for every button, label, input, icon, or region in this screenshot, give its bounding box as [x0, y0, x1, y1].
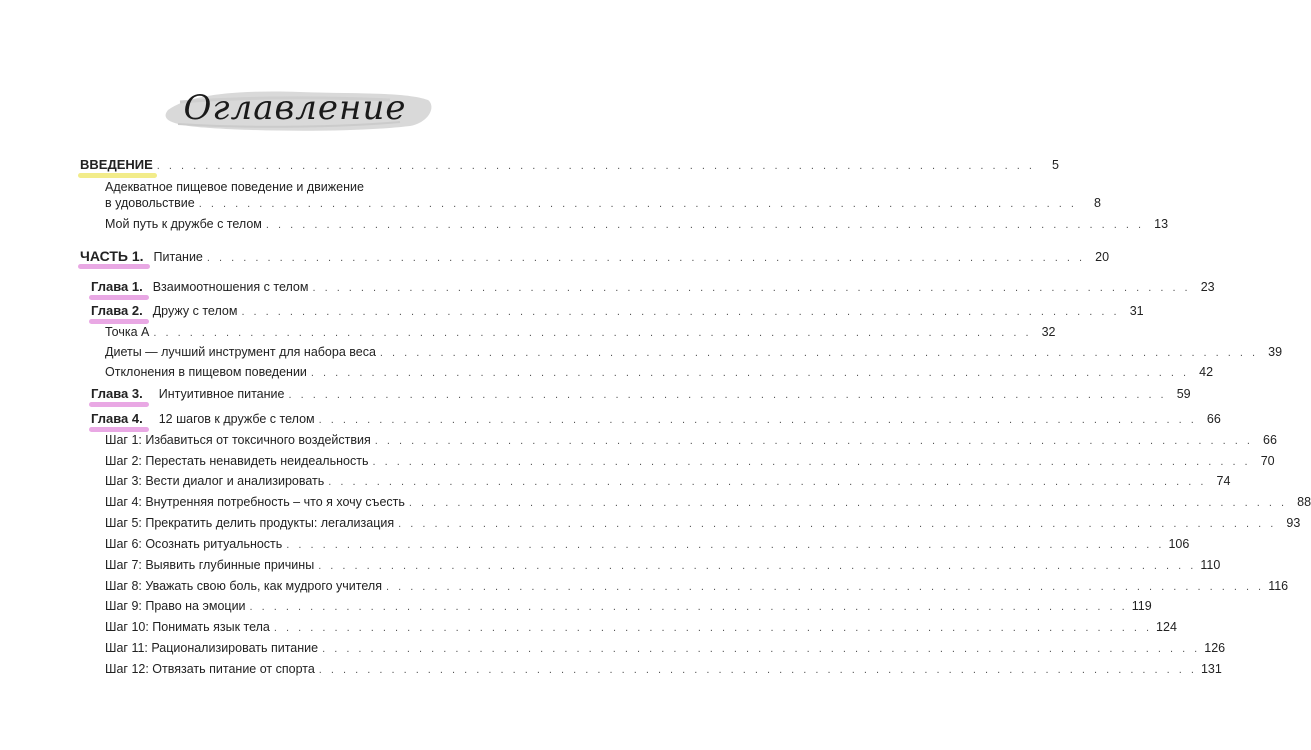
toc-item-label-line2: в удовольствие: [105, 196, 195, 210]
leader-dots: . . . . . . . . . . . . . . . . . . . . . . . . . . . . . . . . . . . . . . . . . . . . . . . . . . . . . . . . . . . . . . . . . . . . . . . . .: [322, 643, 1201, 655]
leader-dots: . . . . . . . . . . . . . . . . . . . . . . . . . . . . . . . . . . . . . . . . . . . . . . . . . . . . . . . . . . . . . . . . . . . . . . . . .: [318, 664, 1197, 676]
leader-dots: . . . . . . . . . . . . . . . . . . . . . . . . . . . . . . . . . . . . . . . . . . . . . . . . . . . . . . . . . . . . . . . . . . . . . . . . .: [288, 389, 1167, 401]
toc-entry-intro-item-1[interactable]: [105, 179, 1101, 212]
toc-entry-chapter-2[interactable]: [91, 303, 1144, 320]
leader-dots: . . . . . . . . . . . . . . . . . . . . . . . . . . . . . . . . . . . . . . . . . . . . . . . . . . . . . . . . . . . . . . . . . . . . . . . . .: [310, 367, 1190, 379]
page-number: 93: [1286, 516, 1301, 530]
toc-entry-step-8[interactable]: [105, 578, 1289, 595]
leader-dots: . . . . . . . . . . . . . . . . . . . . . . . . . . . . . . . . . . . . . . . . . . . . . . . . . . . . . . . . . . . . . . . . . . . . . . . . .: [374, 435, 1253, 447]
leader-dots: . . . . . . . . . . . . . . . . . . . . . . . . . . . . . . . . . . . . . . . . . . . . . . . . . . . . . . . . . . . . . . . . . . . . . . . . .: [249, 601, 1128, 613]
toc-item-label: Диеты — лучший инструмент для набора веса: [105, 345, 376, 359]
page-number: 88: [1297, 495, 1311, 509]
toc-item-label: Шаг 3: Вести диалог и анализировать: [105, 474, 325, 488]
chapter-heading: Глава 1.: [91, 279, 143, 295]
chapter-heading: Глава 2.: [91, 303, 143, 319]
toc-entry-chapter-1[interactable]: [91, 279, 1215, 296]
part-heading: ЧАСТЬ 1.: [80, 248, 144, 264]
toc-item-label: Отклонения в пищевом поведении: [105, 365, 307, 379]
page-number: 20: [1095, 250, 1110, 264]
leader-dots: . . . . . . . . . . . . . . . . . . . . . . . . . . . . . . . . . . . . . . . . . . . . . . . . . . . . . . . . . . . . . . . . . . . . . . . . .: [156, 160, 1035, 172]
leader-dots: . . . . . . . . . . . . . . . . . . . . . . . . . . . . . . . . . . . . . . . . . . . . . . . . . . . . . . . . . . . . . . . . . . . . . . . . .: [198, 198, 1077, 210]
toc-item-label: Шаг 5: Прекратить делить продукты: легализация: [105, 516, 395, 530]
toc-entry-part-1[interactable]: [80, 248, 1110, 266]
page-number: 126: [1204, 641, 1226, 655]
toc-entry-step-4[interactable]: [105, 494, 1311, 511]
toc-entry-step-10[interactable]: [105, 619, 1177, 636]
toc-item-label: Шаг 2: Перестать ненавидеть неидеальность: [105, 454, 369, 468]
toc-entry-intro-item-2[interactable]: [105, 216, 1169, 233]
leader-dots: . . . . . . . . . . . . . . . . . . . . . . . . . . . . . . . . . . . . . . . . . . . . . . . . . . . . . . . . . . . . . . . . . . . . . . . . .: [286, 539, 1165, 551]
page-number: 110: [1200, 558, 1221, 572]
yellow-highlight: [78, 173, 157, 178]
page-title: Оглавление: [183, 88, 407, 128]
toc-item-label-line1: Адекватное пищевое поведение и движение: [105, 180, 364, 194]
leader-dots: . . . . . . . . . . . . . . . . . . . . . . . . . . . . . . . . . . . . . . . . . . . . . . . . . . . . . . . . . . . . . . . . . . . . . . . . .: [318, 414, 1197, 426]
toc-item-label: Шаг 1: Избавиться от токсичного воздействия: [105, 433, 371, 447]
toc-item-label: Мой путь к дружбе с телом: [105, 217, 262, 231]
toc-entry-chapter-2-item-3[interactable]: [105, 364, 1214, 381]
leader-dots: . . . . . . . . . . . . . . . . . . . . . . . . . . . . . . . . . . . . . . . . . . . . . . . . . . . . . . . . . . . . . . . . . . . . . . . . .: [379, 347, 1259, 359]
leader-dots: . . . . . . . . . . . . . . . . . . . . . . . . . . . . . . . . . . . . . . . . . . . . . . . . . . . . . . . . . . . . . . . . . . . . . . . . .: [385, 581, 1265, 593]
toc-entry-step-1[interactable]: [105, 432, 1277, 449]
page-number: 31: [1129, 304, 1144, 318]
toc-entry-chapter-2-item-1[interactable]: [105, 324, 1056, 341]
toc-item-label: Шаг 7: Выявить глубинные причины: [105, 558, 315, 572]
toc-entry-step-5[interactable]: [105, 515, 1301, 532]
chapter-title: Дружу с телом: [152, 304, 238, 318]
chapter-title: Интуитивное питание: [158, 387, 285, 401]
leader-dots: . . . . . . . . . . . . . . . . . . . . . . . . . . . . . . . . . . . . . . . . . . . . . . . . . . . . . . . . . . . . . . . . . . . . . . . . .: [265, 219, 1145, 231]
leader-dots: . . . . . . . . . . . . . . . . . . . . . . . . . . . . . . . . . . . . . . . . . . . . . . . . . . . . . . . . . . . . . . . . . . . . . . . . .: [273, 622, 1153, 634]
chapter-title: 12 шагов к дружбе с телом: [158, 412, 315, 426]
chapter-heading: Глава 4.: [91, 411, 143, 427]
leader-dots: . . . . . . . . . . . . . . . . . . . . . . . . . . . . . . . . . . . . . . . . . . . . . . . . . . . . . . . . . . . . . . . . . . . . . . . . .: [328, 476, 1207, 488]
leader-dots: . . . . . . . . . . . . . . . . . . . . . . . . . . . . . . . . . . . . . . . . . . . . . . . . . . . . . . . . . . . . . . . . . . . . . . . . .: [206, 252, 1086, 264]
pink-highlight: [78, 264, 150, 269]
toc-entry-step-12[interactable]: [105, 661, 1222, 678]
page-number: 32: [1041, 325, 1056, 339]
page-number: 124: [1156, 620, 1177, 634]
page-number: 59: [1176, 387, 1191, 401]
page-number: 131: [1200, 662, 1222, 676]
toc-entry-step-6[interactable]: [105, 536, 1190, 553]
page-number: 74: [1216, 474, 1231, 488]
toc-entry-chapter-3[interactable]: [91, 386, 1191, 403]
intro-heading: ВВЕДЕНИЕ: [80, 157, 153, 173]
toc-item-label: Шаг 12: Отвязать питание от спорта: [105, 662, 315, 676]
page-number: 66: [1206, 412, 1221, 426]
page-number: 119: [1131, 599, 1152, 613]
leader-dots: . . . . . . . . . . . . . . . . . . . . . . . . . . . . . . . . . . . . . . . . . . . . . . . . . . . . . . . . . . . . . . . . . . . . . . . . .: [312, 282, 1191, 294]
page-number: 116: [1268, 579, 1289, 593]
toc-item-label: Шаг 4: Внутренняя потребность – что я хочу съесть: [105, 495, 405, 509]
toc-entry-step-11[interactable]: [105, 640, 1226, 657]
leader-dots: . . . . . . . . . . . . . . . . . . . . . . . . . . . . . . . . . . . . . . . . . . . . . . . . . . . . . . . . . . . . . . . . . . . . . . . . .: [408, 497, 1288, 509]
toc-item-label: Шаг 6: Осознать ритуальность: [105, 537, 283, 551]
leader-dots: . . . . . . . . . . . . . . . . . . . . . . . . . . . . . . . . . . . . . . . . . . . . . . . . . . . . . . . . . . . . . . . . . . . . . . . . .: [241, 306, 1120, 318]
toc-entry-step-9[interactable]: [105, 598, 1152, 615]
page-number: 42: [1199, 365, 1214, 379]
toc-entry-chapter-2-item-2[interactable]: [105, 344, 1283, 361]
page-number: 70: [1260, 454, 1275, 468]
chapter-heading: Глава 3.: [91, 386, 143, 402]
toc-entry-step-2[interactable]: [105, 453, 1275, 470]
toc-entry-chapter-4[interactable]: [91, 411, 1221, 428]
page-number: 66: [1263, 433, 1277, 447]
toc-entry-intro[interactable]: [80, 157, 1059, 174]
page-number: 106: [1168, 537, 1190, 551]
leader-dots: . . . . . . . . . . . . . . . . . . . . . . . . . . . . . . . . . . . . . . . . . . . . . . . . . . . . . . . . . . . . . . . . . . . . . . . . .: [318, 560, 1197, 572]
leader-dots: . . . . . . . . . . . . . . . . . . . . . . . . . . . . . . . . . . . . . . . . . . . . . . . . . . . . . . . . . . . . . . . . . . . . . . . . .: [398, 518, 1277, 530]
page-number: 13: [1154, 217, 1169, 231]
toc-item-label: Шаг 9: Право на эмоции: [105, 599, 246, 613]
pink-highlight: [89, 295, 149, 300]
leader-dots: . . . . . . . . . . . . . . . . . . . . . . . . . . . . . . . . . . . . . . . . . . . . . . . . . . . . . . . . . . . . . . . . . . . . . . . . .: [153, 327, 1032, 339]
page-number: 8: [1093, 196, 1101, 210]
toc-item-label: Шаг 10: Понимать язык тела: [105, 620, 270, 634]
page-number: 5: [1052, 158, 1059, 172]
page-number: 39: [1268, 345, 1283, 359]
pink-highlight: [89, 402, 149, 407]
part-title: Питание: [153, 250, 203, 264]
toc-item-label: Точка А: [105, 325, 150, 339]
toc-entry-step-3[interactable]: [105, 473, 1231, 490]
chapter-title: Взаимоотношения с телом: [152, 280, 309, 294]
page-number: 23: [1200, 280, 1215, 294]
leader-dots: . . . . . . . . . . . . . . . . . . . . . . . . . . . . . . . . . . . . . . . . . . . . . . . . . . . . . . . . . . . . . . . . . . . . . . . . .: [372, 456, 1251, 468]
toc-item-label: Шаг 8: Уважать свою боль, как мудрого учителя: [105, 579, 382, 593]
toc-item-label: Шаг 11: Рационализировать питание: [105, 641, 319, 655]
toc-entry-step-7[interactable]: [105, 557, 1221, 574]
